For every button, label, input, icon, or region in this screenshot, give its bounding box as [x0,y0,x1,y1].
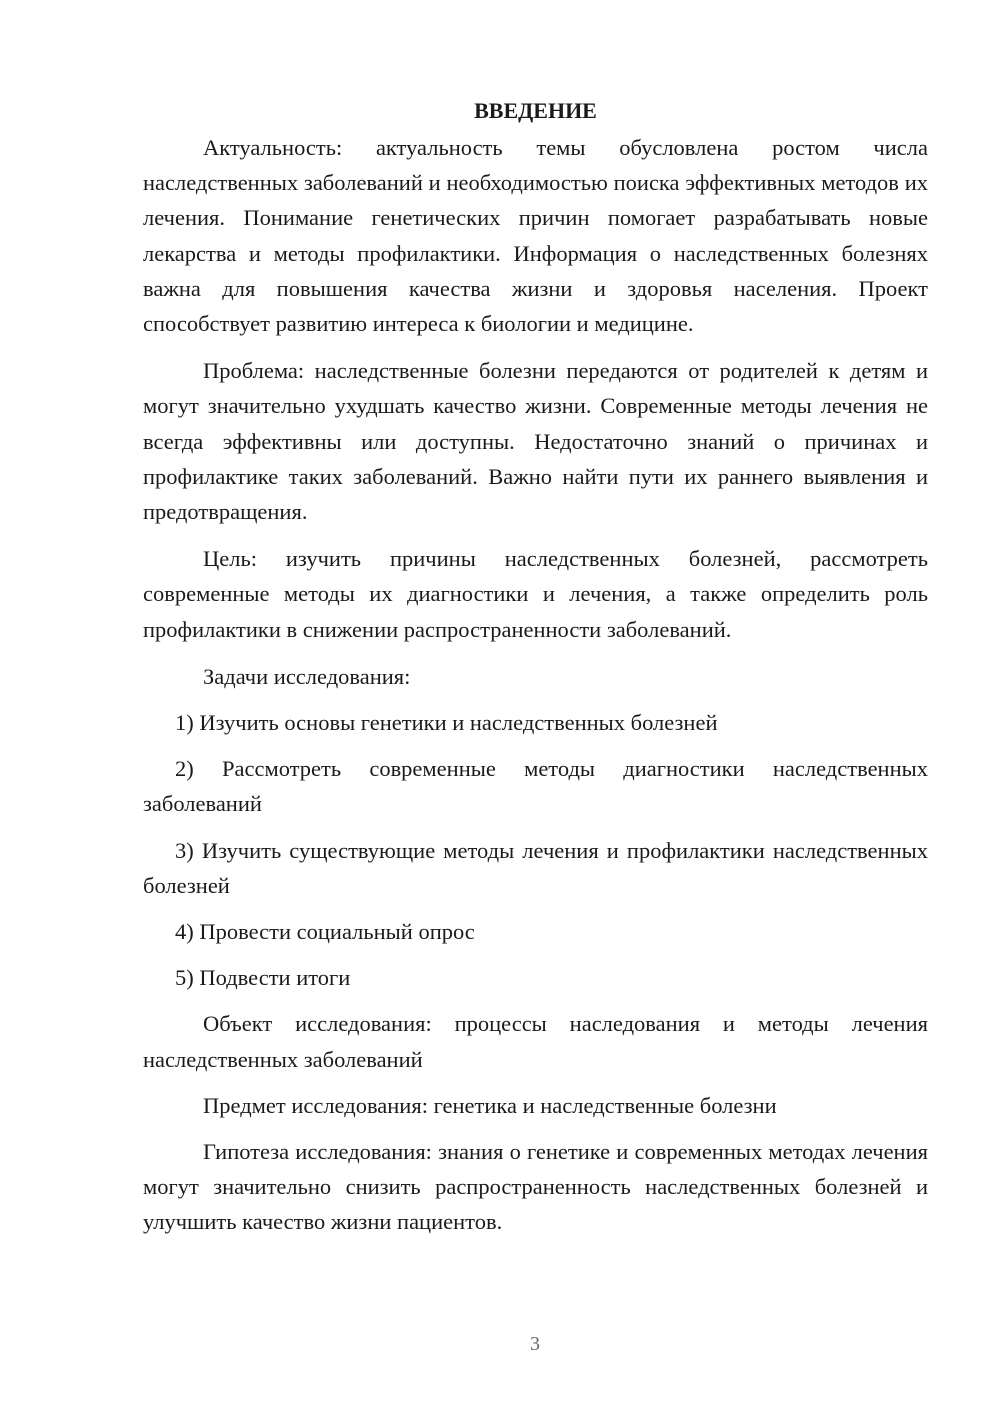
task-item-4: 4) Провести социальный опрос [175,919,475,945]
tasks-heading: Задачи исследования: [203,663,411,689]
hypothesis-paragraph: Гипотеза исследования: знания о генетике и современных методах лечения могут значительно снизить распространенность наследственных болезней и улучшить качество жизни пациентов. [143,1139,928,1235]
goal-paragraph: Цель: изучить причины наследственных болезней, рассмотреть современные методы их диагностики и лечения, а также определить роль профилактики в снижении распространенности заболеваний. [143,546,928,642]
task-item-1: 1) Изучить основы генетики и наследственных болезней [175,710,718,736]
subject-paragraph: Предмет исследования: генетика и наследственные болезни [203,1092,777,1118]
document-page [143,96,928,1240]
object-paragraph: Объект исследования: процессы наследования и методы лечения наследственных заболеваний [143,1011,928,1072]
task-item-3: 3) Изучить существующие методы лечения и профилактики наследственных болезней [143,837,928,898]
problem-paragraph: Проблема: наследственные болезни передаются от родителей к детям и могут значительно ухудшать качество жизни. Современные методы лечения не всегда эффективны или доступны. Недостаточно знаний о причинах и профилактике таких заболеваний. Важно найти пути их раннего выявления и предотвращения. [143,358,928,525]
page-title: ВВЕДЕНИЕ [474,98,597,123]
task-item-5: 5) Подвести итоги [175,965,351,991]
page-number: 3 [530,1333,540,1355]
relevance-paragraph: Актуальность: актуальность темы обусловлена ростом числа наследственных заболеваний и необходимостью поиска эффективных методов их лечения. Понимание генетических причин помогает разрабатывать новые лекарства и методы профилактики. Информация о наследственных болезнях важна для повышения качества жизни и здоровья населения. Проект способствует развитию интереса к биологии и медицине. [143,135,928,337]
task-item-2: 2) Рассмотреть современные методы диагностики наследственных заболеваний [143,756,928,817]
